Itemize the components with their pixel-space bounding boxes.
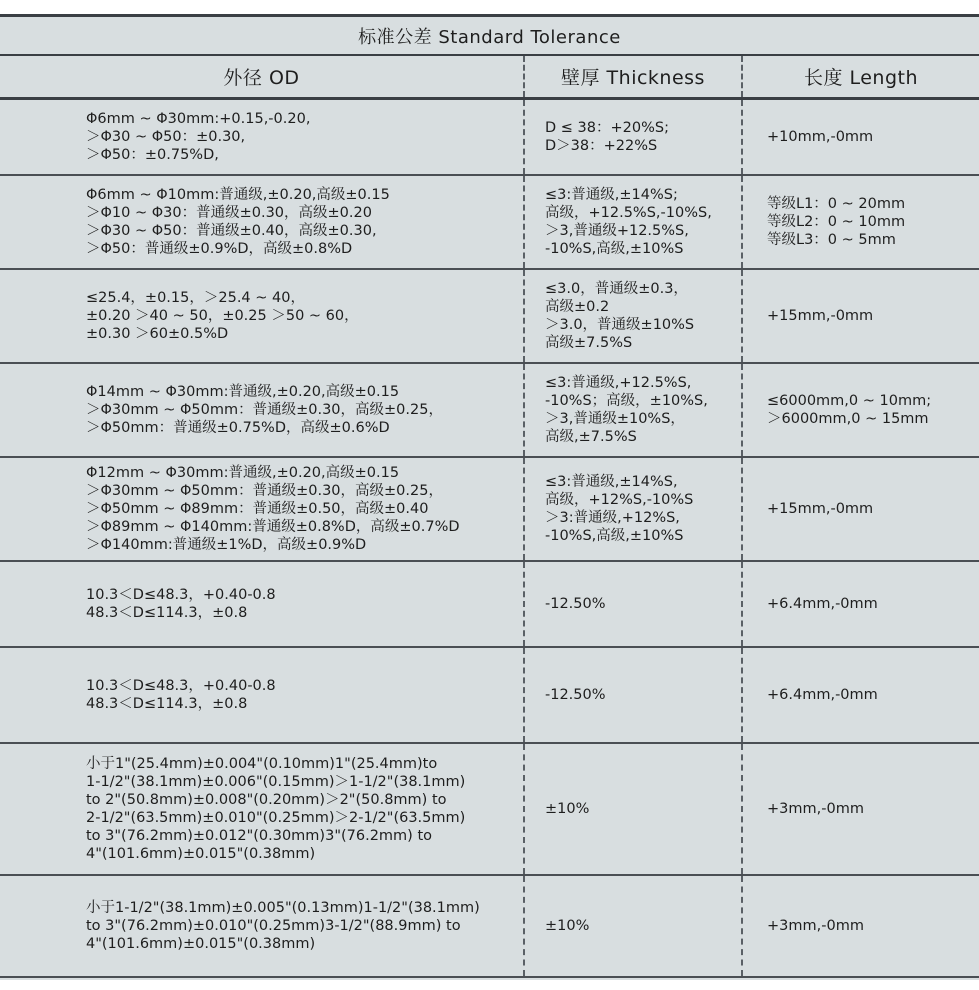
table-row	[0, 648, 979, 744]
table-row	[0, 562, 979, 648]
cell-thickness	[523, 744, 741, 874]
header-length: 长度 Length	[741, 56, 979, 97]
cell-length	[741, 176, 979, 268]
table-body	[0, 100, 979, 978]
cell-thickness	[523, 176, 741, 268]
cell-line: ＞3:普通级,+12%S,	[545, 510, 680, 526]
cell-line: 等级L2：0 ~ 10mm	[767, 214, 906, 230]
cell-line: ＞Φ140mm:普通级±1%D，高级±0.9%D	[86, 537, 367, 553]
table-row	[0, 876, 979, 978]
cell-line: ±0.20 ＞40 ~ 50，±0.25 ＞50 ~ 60，	[86, 308, 359, 324]
cell-line: 48.3＜D≤114.3，±0.8	[86, 696, 248, 712]
cell-line: -10%S,高级,±10%S	[545, 241, 684, 257]
cell-line: ＞3,普通级+12.5%S,	[545, 223, 689, 239]
cell-line: 4"(101.6mm)±0.015"(0.38mm)	[86, 846, 316, 862]
cell-length	[741, 562, 979, 646]
cell-line: ＞3,普通级±10%S，	[545, 411, 685, 427]
table-row	[0, 100, 979, 176]
cell-od	[0, 270, 523, 362]
cell-od	[0, 876, 523, 976]
cell-line: 48.3＜D≤114.3，±0.8	[86, 605, 248, 621]
cell-thickness	[523, 364, 741, 456]
cell-line: -12.50%	[545, 687, 606, 703]
cell-line: ≤3.0，普通级±0.3，	[545, 281, 688, 297]
cell-line: 高级±7.5%S	[545, 335, 633, 351]
cell-line: to 3"(76.2mm)±0.010"(0.25mm)3-1/2"(88.9mm) to	[86, 918, 461, 934]
cell-length	[741, 270, 979, 362]
cell-length	[741, 100, 979, 174]
cell-line: ＞Φ50mm ~ Φ89mm：普通级±0.50，高级±0.40	[86, 501, 429, 517]
header-od: 外径 OD	[223, 67, 300, 89]
cell-od	[0, 458, 523, 560]
cell-line: ±0.30 ＞60±0.5%D	[86, 326, 229, 342]
cell-od	[0, 744, 523, 874]
cell-line: ＞Φ50：普通级±0.9%D，高级±0.8%D	[86, 241, 353, 257]
cell-line: +3mm,-0mm	[767, 801, 864, 817]
cell-line: 高级±0.2	[545, 299, 610, 315]
cell-line: +3mm,-0mm	[767, 918, 864, 934]
cell-od	[0, 100, 523, 174]
cell-thickness	[523, 562, 741, 646]
cell-line: -10%S；高级，±10%S,	[545, 393, 708, 409]
cell-line: to 2"(50.8mm)±0.008"(0.20mm)＞2"(50.8mm) to	[86, 792, 447, 808]
header-row	[0, 56, 979, 100]
cell-line: ＞Φ30mm ~ Φ50mm：普通级±0.30，高级±0.25，	[86, 402, 443, 418]
cell-line: ±10%	[545, 801, 590, 817]
cell-line: ＞Φ50：±0.75%D,	[86, 147, 219, 163]
tolerance-table	[0, 14, 979, 980]
cell-line: 10.3＜D≤48.3，+0.40-0.8	[86, 587, 276, 603]
cell-line: ≤3:普通级,±14%S,	[545, 474, 678, 490]
cell-line: ≤3:普通级,+12.5%S,	[545, 375, 692, 391]
cell-line: 4"(101.6mm)±0.015"(0.38mm)	[86, 936, 316, 952]
cell-line: ＞Φ50mm：普通级±0.75%D，高级±0.6%D	[86, 420, 390, 436]
cell-line: ＞Φ30 ~ Φ50：普通级±0.40，高级±0.30,	[86, 223, 377, 239]
cell-line: Φ12mm ~ Φ30mm:普通级,±0.20,高级±0.15	[86, 465, 400, 481]
cell-line: -10%S,高级,±10%S	[545, 528, 684, 544]
cell-line: 小于1"(25.4mm)±0.004"(0.10mm)1"(25.4mm)to	[86, 756, 438, 772]
cell-line: 1-1/2"(38.1mm)±0.006"(0.15mm)＞1-1/2"(38.1mm)	[86, 774, 466, 790]
cell-line: ＞3.0，普通级±10%S	[545, 317, 695, 333]
cell-length	[741, 458, 979, 560]
cell-line: Φ6mm ~ Φ10mm:普通级,±0.20,高级±0.15	[86, 187, 390, 203]
cell-length	[741, 648, 979, 742]
cell-line: +15mm,-0mm	[767, 308, 874, 324]
cell-line: +10mm,-0mm	[767, 129, 874, 145]
cell-line: ＞Φ89mm ~ Φ140mm:普通级±0.8%D，高级±0.7%D	[86, 519, 460, 535]
cell-thickness	[523, 458, 741, 560]
cell-length	[741, 876, 979, 976]
cell-line: ＞6000mm,0 ~ 15mm	[767, 411, 929, 427]
cell-line: ±10%	[545, 918, 590, 934]
cell-line: 小于1-1/2"(38.1mm)±0.005"(0.13mm)1-1/2"(38.1mm)	[86, 900, 480, 916]
cell-thickness	[523, 100, 741, 174]
table-title: 标准公差 Standard Tolerance	[0, 14, 979, 56]
cell-line: +6.4mm,-0mm	[767, 596, 878, 612]
cell-od	[0, 176, 523, 268]
cell-line: Φ6mm ~ Φ30mm:+0.15,-0.20,	[86, 111, 311, 127]
cell-line: Φ14mm ~ Φ30mm:普通级,±0.20,高级±0.15	[86, 384, 400, 400]
cell-line: 高级,±7.5%S	[545, 429, 637, 445]
cell-length	[741, 364, 979, 456]
cell-od	[0, 648, 523, 742]
cell-od	[0, 364, 523, 456]
header-thickness: 壁厚 Thickness	[523, 56, 741, 97]
table-row	[0, 458, 979, 562]
table-row	[0, 744, 979, 876]
cell-line: 10.3＜D≤48.3，+0.40-0.8	[86, 678, 276, 694]
table-row	[0, 176, 979, 270]
cell-line: 2-1/2"(63.5mm)±0.010"(0.25mm)＞2-1/2"(63.5mm)	[86, 810, 466, 826]
cell-line: 等级L3：0 ~ 5mm	[767, 232, 896, 248]
cell-length	[741, 744, 979, 874]
cell-line: ≤25.4，±0.15，＞25.4 ~ 40，	[86, 290, 305, 306]
cell-line: ＞Φ10 ~ Φ30：普通级±0.30，高级±0.20	[86, 205, 372, 221]
cell-line: ≤3:普通级,±14%S;	[545, 187, 678, 203]
cell-od	[0, 562, 523, 646]
cell-line: -12.50%	[545, 596, 606, 612]
cell-line: D＞38：+22%S	[545, 138, 658, 154]
cell-thickness	[523, 270, 741, 362]
cell-thickness	[523, 876, 741, 976]
cell-thickness	[523, 648, 741, 742]
cell-line: 高级，+12%S,-10%S	[545, 492, 694, 508]
cell-line: +15mm,-0mm	[767, 501, 874, 517]
cell-line: +6.4mm,-0mm	[767, 687, 878, 703]
cell-line: ≤6000mm,0 ~ 10mm;	[767, 393, 932, 409]
cell-line: to 3"(76.2mm)±0.012"(0.30mm)3"(76.2mm) to	[86, 828, 432, 844]
table-row	[0, 364, 979, 458]
cell-line: ＞Φ30mm ~ Φ50mm：普通级±0.30，高级±0.25，	[86, 483, 443, 499]
cell-line: 高级，+12.5%S,-10%S,	[545, 205, 712, 221]
cell-line: 等级L1：0 ~ 20mm	[767, 196, 906, 212]
table-row	[0, 270, 979, 364]
cell-line: D ≤ 38：+20%S;	[545, 120, 669, 136]
cell-line: ＞Φ30 ~ Φ50：±0.30,	[86, 129, 246, 145]
